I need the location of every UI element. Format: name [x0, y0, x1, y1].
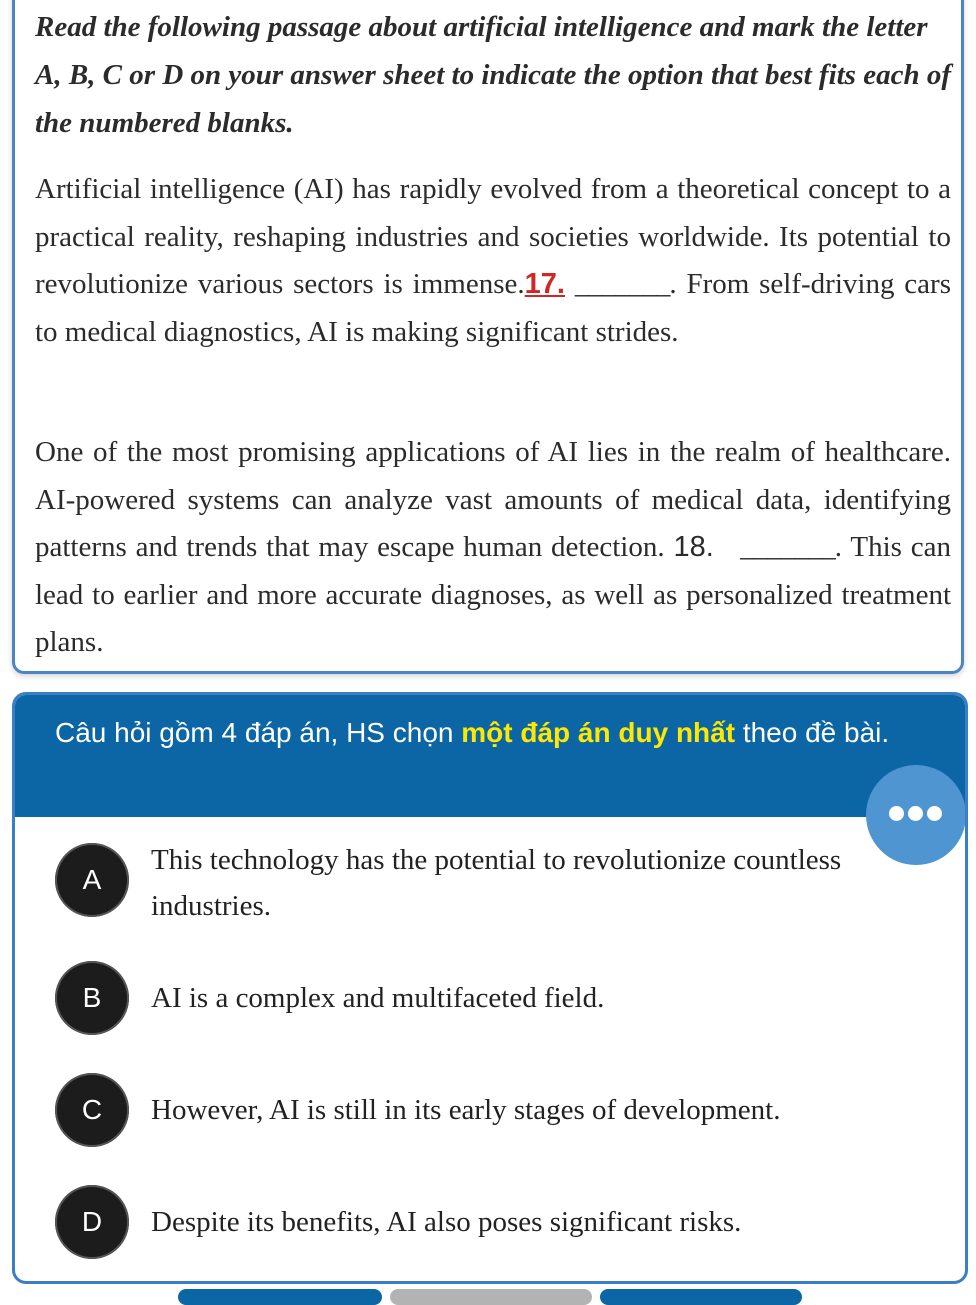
option-b-badge[interactable]: B: [55, 961, 129, 1035]
passage-paragraph-2: [35, 429, 951, 667]
option-a-badge[interactable]: A: [55, 843, 129, 917]
instruction-prefix: Câu hỏi gồm 4 đáp án, HS chọn: [55, 717, 462, 748]
nav-bar-3[interactable]: [600, 1289, 802, 1305]
paragraph-2-text-after: . This can lead to earlier and more accurate diagnoses, as well as personalized treatment plans.: [35, 531, 952, 658]
blank-18: _______: [740, 531, 835, 563]
instruction-highlight: một đáp án duy nhất: [461, 717, 736, 748]
nav-bar-1[interactable]: [178, 1289, 382, 1305]
passage-paragraph-1: [35, 166, 951, 356]
option-a-text[interactable]: This technology has the potential to revolutionize countless industries.: [151, 844, 842, 922]
option-c-text[interactable]: However, AI is still in its early stages of development.: [151, 1094, 781, 1126]
option-c-badge[interactable]: C: [55, 1073, 129, 1147]
question-header: [15, 695, 965, 817]
instruction-suffix: theo đề bài.: [735, 717, 890, 748]
paragraph-1-text-after: . From self-driving cars to medical diagnostics, AI is making significant strides.: [35, 268, 951, 348]
option-b-text[interactable]: AI is a complex and multifaceted field.: [151, 982, 605, 1014]
question-card: [12, 692, 968, 1284]
option-d-text[interactable]: Despite its benefits, AI also poses significant risks.: [151, 1206, 742, 1238]
question-17-number[interactable]: 17.: [524, 268, 565, 300]
dot: [927, 806, 942, 821]
blank-17: _______: [574, 268, 670, 300]
nav-bar-2[interactable]: [390, 1289, 592, 1305]
passage-card: [12, 0, 964, 674]
paragraph-2-text: One of the most promising applications of AI lies in the realm of healthcare. AI-powered systems can analyze vast amounts of medical data, identifying patterns and trends that may escape human detection.: [35, 436, 951, 563]
question-18-number: 18.: [673, 531, 714, 563]
dot: [889, 806, 904, 821]
passage-instruction: Read the following passage about artificial intelligence and mark the letter A, B, C or D on your answer sheet to indicate the option that best fits each of the numbered blanks.: [35, 11, 951, 139]
question-instruction: [55, 709, 915, 757]
dot: [908, 806, 923, 821]
paragraph-1-text: Artificial intelligence (AI) has rapidly evolved from a theoretical concept to a practical reality, reshaping industries and societies worldwide. Its potential to revolutionize various sectors is immense.: [35, 173, 951, 300]
option-d-badge[interactable]: D: [55, 1185, 129, 1259]
more-dots-icon[interactable]: [866, 765, 966, 865]
